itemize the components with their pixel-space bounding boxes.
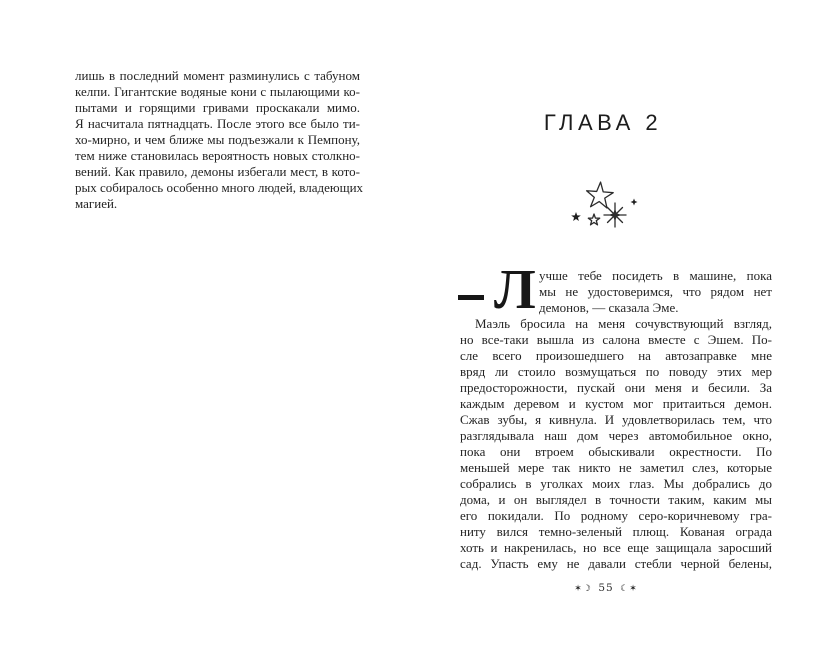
text-line: каждым деревом и кустом мог притаиться демон. [460,396,772,411]
text-line: предосторожности, пускай они меня и бесили. За [460,380,772,395]
text-line: Сжав зубы, я кивнула. И удовлетворилась тем, что [460,412,772,427]
text-line: келпи. Гигантские водяные кони с пылающими ко- [75,84,360,99]
text-line: лишь в последний момент разминулись с табуном [75,68,360,83]
page-number: 55 [598,582,614,594]
text-line: вряд ли стоило возмущаться по поводу этих мер [460,364,772,379]
footer-moon-star-icon: ☾✶ [620,584,638,594]
text-line: Я насчитала пятнадцать. После этого все было ти- [75,116,360,131]
text-line: дома, и он выглядел в точности таким, каким мы [460,492,772,507]
text-line: меньшей мере так никто не заметил слез, которые [460,460,772,475]
main-paragraph [460,316,772,572]
footer-star-moon-icon: ✶☽ [574,584,592,594]
text-line: рых собиралось особенно много людей, владеющих [75,180,364,195]
text-line: учше тебе посидеть в машине, пока [539,268,772,283]
text-line: пытами и горящими гривами проскакали мимо. [75,100,360,115]
text-line: собрались в уголках моих глаз. Мы добрались до [460,476,772,491]
text-line: вений. Как правило, демоны избегали мест, в кото- [75,164,360,179]
text-line: хоть и накренилась, но все еще защищала заросший [460,540,772,555]
page-footer [450,582,762,594]
dropcap-letter: Л [494,259,536,321]
left-page [75,68,364,212]
text-line: его покидали. По родному серо-коричневому гра- [460,508,772,523]
text-line: тем ниже становилась вероятность новых столкно- [75,148,360,163]
left-page-last-line: магией. [75,196,118,211]
text-line: но все-таки вышла из салона вместе с Эшем. По- [460,332,772,347]
text-line: ниту вился темно-зеленый плющ. Кованая ограда [460,524,772,539]
left-page-text [75,68,364,196]
text-line: сад. Упасть ему не давали стебли черной белены, [460,556,772,571]
right-page-text [460,259,772,572]
text-line: Маэль бросила на меня сочувствующий взгляд, [475,316,772,331]
stars-ornament-icon [568,176,642,235]
text-line: пока они втроем обыскивали окрестности. По [460,444,772,459]
chapter-heading: ГЛАВА 2 [543,110,663,135]
text-line: разглядывала наш дом через автомобильное окно, [460,428,772,443]
opening-paragraph [460,259,772,321]
dropcap [460,259,539,321]
text-line: сле всего произошедшего на автозаправке мне [460,348,772,363]
opening-paragraph-lines [539,268,772,300]
opening-paragraph-last-line: демонов, — сказала Эме. [539,300,679,315]
text-line: хо-мирно, и чем ближе мы подъезжали к Пемпону, [75,132,360,147]
right-page [460,0,772,661]
dialogue-em-dash [458,295,484,300]
text-line: мы не удостоверимся, что рядом нет [539,284,772,299]
